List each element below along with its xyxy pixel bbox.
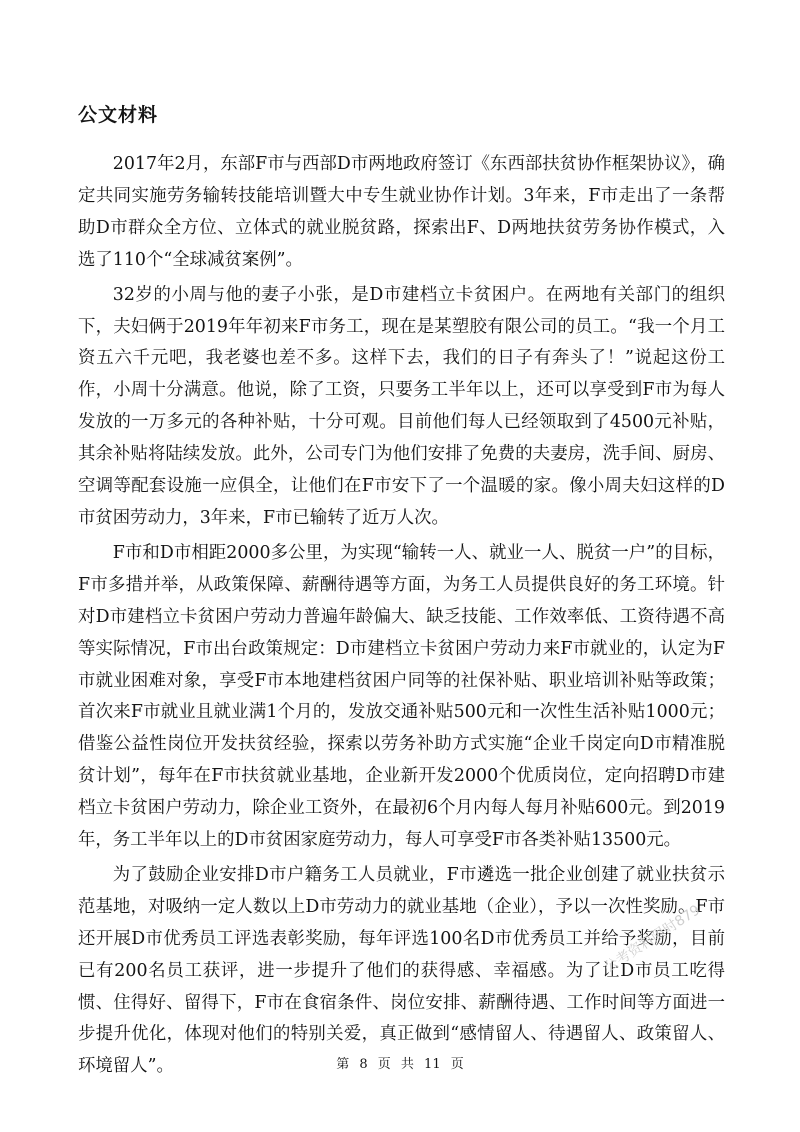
paragraph-4: 为了鼓励企业安排D市户籍务工人员就业，F市遴选一批企业创建了就业扶贫示范基地，对吸纳一定人数以上D市劳动力的就业基地（企业），予以一次性奖励。F市还开展D市优秀员工评选表彰奖励，每年评选100名D市优秀员工并给予奖励，目前已有200名员工获评，进一步提升了他们的获得感、幸福感。为了让D市员工吃得惯、住得好、留得下，F市在食宿条件、岗位安排、薪酬待遇、工作时间等方面进一步提升优化，体现对他们的特别关爱，真正做到“感情留人、待遇留人、政策留人、环境留人”。 <box>78 864 725 1077</box>
paragraph-1: 2017年2月，东部F市与西部D市两地政府签订《东西部扶贫协作框架协议》，确定共同实施劳务输转技能培训暨大中专生就业协作计划。3年来，F市走出了一条帮助D市群众全方位、立体式的就业脱贫路，探索出F、D两地扶贫劳务协作模式，入选了110个“全球减贫案例”。 <box>78 154 725 270</box>
document-heading: 公文材料 <box>78 104 159 126</box>
paragraph-3: F市和D市相距2000多公里，为实现“输转一人、就业一人、脱贫一户”的目标，F市多措并举，从政策保障、薪酬待遇等方面，为务工人员提供良好的务工环境。针对D市建档立卡贫困户劳动力普遍年龄偏大、缺乏技能、工作效率低、工资待遇不高等实际情况，F市出台政策规定：D市建档立卡贫困户劳动力来F市就业的，认定为F市就业困难对象，享受F市本地建档贫困户同等的社保补贴、职业培训补贴等政策；首次来F市就业且就业满1个月的，发放交通补贴500元和一次性生活补贴1000元；借鉴公益性岗位开发扶贫经验，探索以劳务补助方式实施“企业千岗定向D市精准脱贫计划”，每年在F市扶贫就业基地，企业新开发2000个优质岗位，定向招聘D市建档立卡贫困户劳动力，除企业工资外，在最初6个月内每人每月补贴600元。到2019年，务工半年以上的D市贫困家庭劳动力，每人可享受F市各类补贴13500元。 <box>78 542 725 851</box>
paragraph-2: 32岁的小周与他的妻子小张，是D市建档立卡贫困户。在两地有关部门的组织下，夫妇俩于2019年年初来F市务工，现在是某塑胶有限公司的员工。“我一个月工资五六千元吧，我老婆也差不多。这样下去，我们的日子有奔头了！”说起这份工作，小周十分满意。他说，除了工资，只要务工半年以上，还可以享受到F市为每人发放的一万多元的各种补贴，十分可观。目前他们每人已经领取到了4500元补贴，其余补贴将陆续发放。此外，公司专门为他们安排了免费的夫妻房，洗手间、厨房、空调等配套设施一应俱全，让他们在F市安下了一个温暖的家。像小周夫妇这样的D市贫困劳动力，3年来，F市已输转了近万人次。 <box>78 284 725 528</box>
page-number-footer: 第 8 页 共 11 页 <box>336 1057 464 1072</box>
watermark: 公考资料限时879 <box>601 902 704 976</box>
